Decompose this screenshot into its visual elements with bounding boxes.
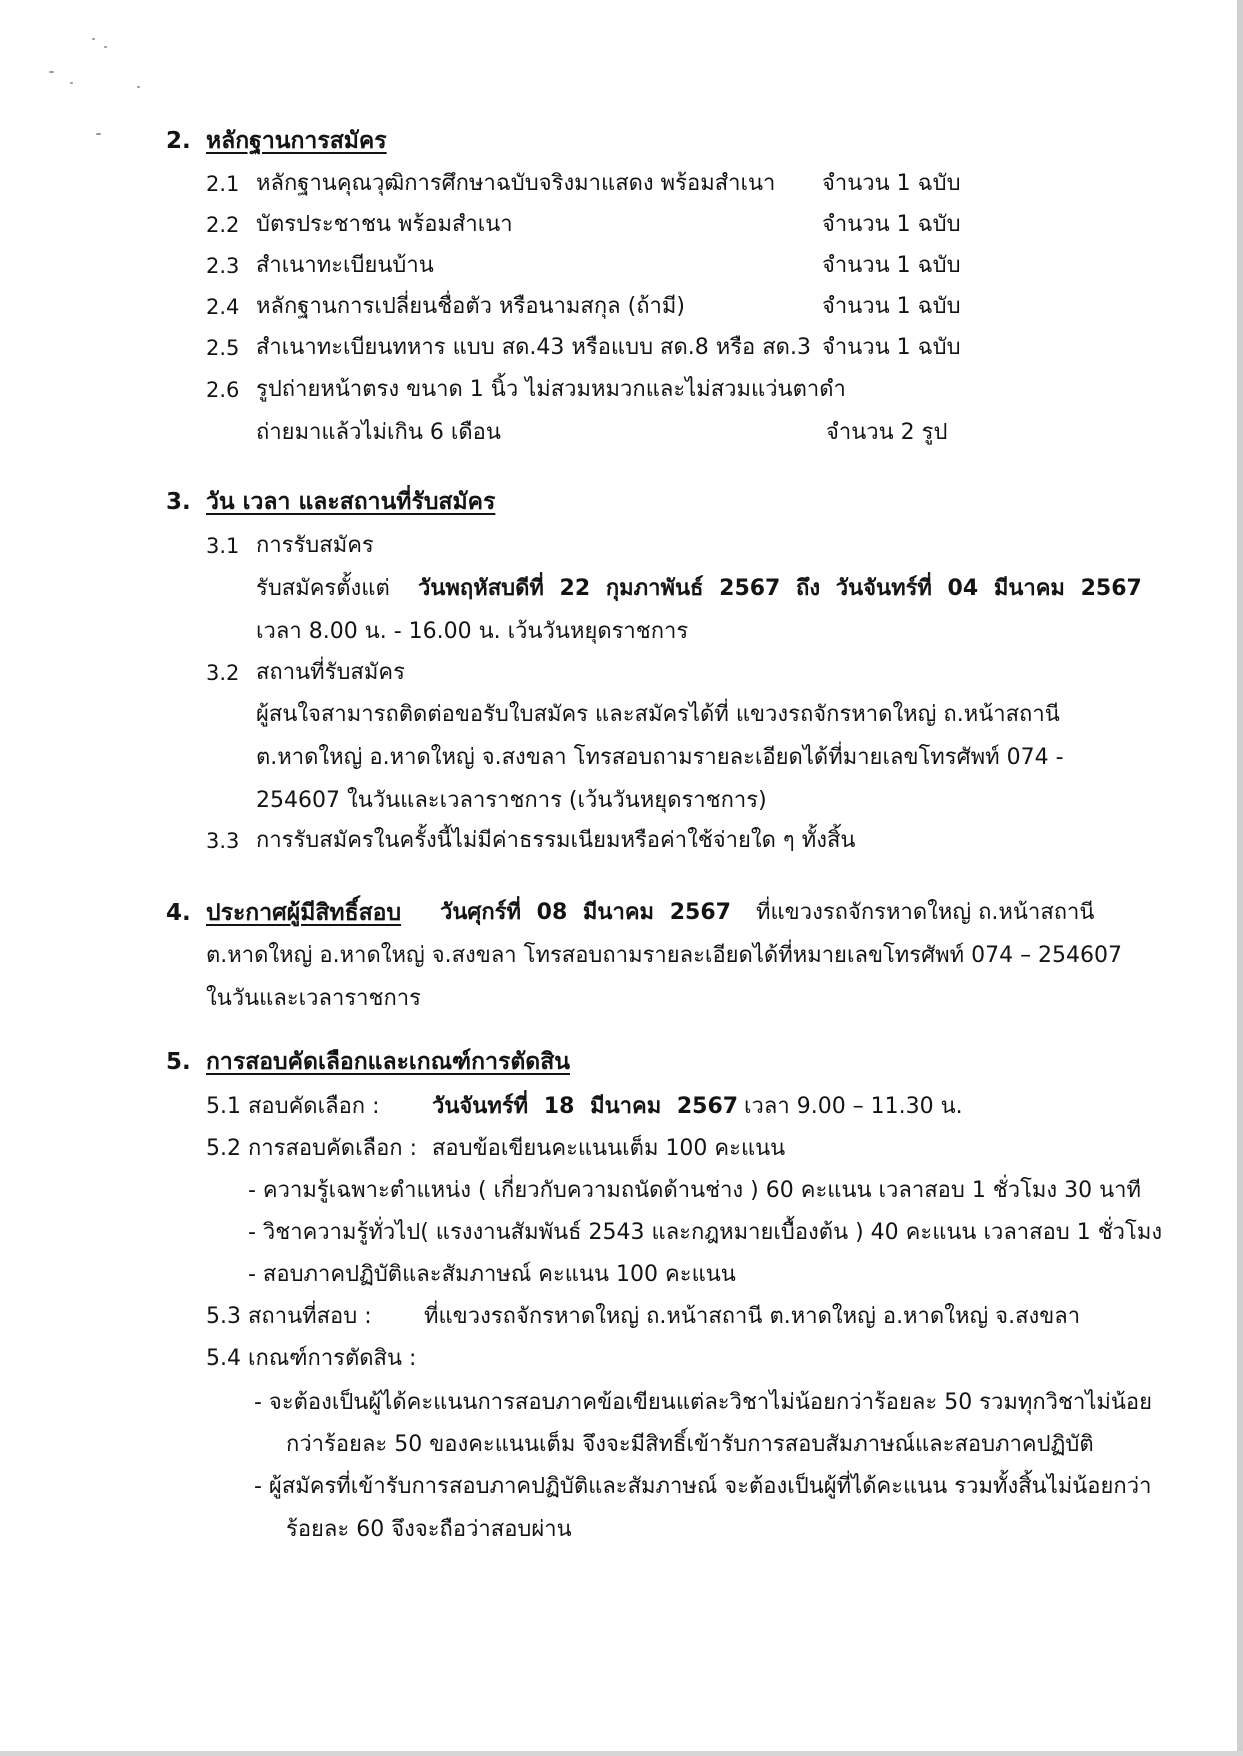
item-5-4-label: 5.4 เกณฑ์การตัดสิน : bbox=[206, 1346, 417, 1371]
application-place-line-1: ผู้สนใจสามารถติดต่อขอรับใบสมัคร และสมัครได้ที่ แขวงรถจักรหาดใหญ่ ถ.หน้าสถานี bbox=[256, 702, 1060, 727]
item-2-6-number: 2.6 bbox=[206, 378, 240, 402]
section-4-number: 4. bbox=[166, 900, 191, 926]
criteria-2-line-1: - ผู้สมัครที่เข้ารับการสอบภาคปฏิบัติและสัมภาษณ์ จะต้องเป็นผู้ที่ได้คะแนน รวมทั้งสิ้นไม่น้อยกว่า bbox=[254, 1474, 1152, 1499]
item-2-3-number: 2.3 bbox=[206, 254, 240, 278]
item-2-4-text: หลักฐานการเปลี่ยนชื่อตัว หรือนามสกุล (ถ้ามี) bbox=[256, 294, 685, 319]
scan-edge-bottom bbox=[0, 1751, 1243, 1756]
item-5-3-label: 5.3 สถานที่สอบ : bbox=[206, 1304, 372, 1329]
item-2-3-text: สำเนาทะเบียนบ้าน bbox=[256, 253, 434, 278]
exam-subject-2: - วิชาความรู้ทั่วไป( แรงงานสัมพันธ์ 2543 และกฎหมายเบื้องต้น ) 40 คะแนน เวลาสอบ 1 ชั่วโมง bbox=[248, 1220, 1163, 1245]
scan-speck bbox=[96, 133, 101, 135]
exam-time: เวลา 9.00 – 11.30 น. bbox=[744, 1094, 963, 1119]
item-5-2-label: 5.2 การสอบคัดเลือก : bbox=[206, 1136, 418, 1161]
item-3-1-number: 3.1 bbox=[206, 534, 240, 558]
section-2-heading: หลักฐานการสมัคร bbox=[206, 128, 387, 154]
exam-location: ที่แขวงรถจักรหาดใหญ่ ถ.หน้าสถานี ต.หาดใหญ่ อ.หาดใหญ่ จ.สงขลา bbox=[424, 1304, 1081, 1329]
criteria-2-line-2: ร้อยละ 60 จึงจะถือว่าสอบผ่าน bbox=[286, 1517, 572, 1542]
item-2-1-number: 2.1 bbox=[206, 172, 240, 196]
item-2-5-text: สำเนาทะเบียนทหาร แบบ สด.43 หรือแบบ สด.8 หรือ สด.3 bbox=[256, 335, 811, 360]
scan-speck bbox=[104, 46, 107, 48]
item-5-1-label: 5.1 สอบคัดเลือก : bbox=[206, 1094, 380, 1119]
section-3-heading: วัน เวลา และสถานที่รับสมัคร bbox=[206, 489, 496, 515]
section-2-number: 2. bbox=[166, 128, 191, 154]
item-3-2-title: สถานที่รับสมัคร bbox=[256, 660, 405, 685]
item-3-2-number: 3.2 bbox=[206, 661, 240, 685]
item-2-6-text: รูปถ่ายหน้าตรง ขนาด 1 นิ้ว ไม่สวมหมวกและไม่สวมแว่นตาดำ bbox=[256, 377, 846, 402]
item-2-6-quantity: จำนวน 2 รูป bbox=[826, 420, 948, 445]
announcement-place-line-3: ในวันและเวลาราชการ bbox=[206, 986, 421, 1011]
application-place-line-3: 254607 ในวันและเวลาราชการ (เว้นวันหยุดราชการ) bbox=[256, 788, 767, 813]
scan-speck bbox=[92, 38, 95, 40]
scan-speck bbox=[70, 82, 73, 84]
scan-speck bbox=[137, 86, 140, 88]
criteria-1-line-1: - จะต้องเป็นผู้ได้คะแนนการสอบภาคข้อเขียนแต่ละวิชาไม่น้อยกว่าร้อยละ 50 รวมทุกวิชาไม่น้อย bbox=[254, 1390, 1153, 1415]
item-2-2-text: บัตรประชาชน พร้อมสำเนา bbox=[256, 212, 513, 237]
item-3-3-number: 3.3 bbox=[206, 829, 240, 853]
item-2-3-quantity: จำนวน 1 ฉบับ bbox=[822, 253, 961, 278]
exam-subject-1: - ความรู้เฉพาะตำแหน่ง ( เกี่ยวกับความถนัดด้านช่าง ) 60 คะแนน เวลาสอบ 1 ชั่วโมง 30 นาที bbox=[248, 1178, 1142, 1203]
announcement-place-line-2: ต.หาดใหญ่ อ.หาดใหญ่ จ.สงขลา โทรสอบถามรายละเอียดได้ที่หมายเลขโทรศัพท์ 074 – 254607 bbox=[206, 943, 1123, 968]
item-2-4-number: 2.4 bbox=[206, 295, 240, 319]
item-2-1-text: หลักฐานคุณวุฒิการศึกษาฉบับจริงมาแสดง พร้อมสำเนา bbox=[256, 171, 776, 196]
application-place-line-2: ต.หาดใหญ่ อ.หาดใหญ่ จ.สงขลา โทรสอบถามรายละเอียดได้ที่มายเลขโทรศัพท์ 074 - bbox=[256, 745, 1064, 770]
announcement-place-line-1: ที่แขวงรถจักรหาดใหญ่ ถ.หน้าสถานี bbox=[756, 900, 1095, 925]
item-5-2-text: สอบข้อเขียนคะแนนเต็ม 100 คะแนน bbox=[432, 1136, 786, 1161]
item-2-4-quantity: จำนวน 1 ฉบับ bbox=[822, 294, 961, 319]
item-2-1-quantity: จำนวน 1 ฉบับ bbox=[822, 171, 961, 196]
application-hours: เวลา 8.00 น. - 16.00 น. เว้นวันหยุดราชการ bbox=[256, 619, 689, 644]
item-2-5-quantity: จำนวน 1 ฉบับ bbox=[822, 335, 961, 360]
scan-edge-right bbox=[1237, 0, 1243, 1756]
exam-subject-3: - สอบภาคปฏิบัติและสัมภาษณ์ คะแนน 100 คะแนน bbox=[248, 1262, 736, 1287]
section-5-number: 5. bbox=[166, 1049, 191, 1075]
section-4-heading: ประกาศผู้มีสิทธิ์สอบ bbox=[206, 900, 402, 926]
application-period-dates: วันพฤหัสบดีที่ 22 กุมภาพันธ์ 2567 ถึง วันจันทร์ที่ 04 มีนาคม 2567 bbox=[418, 576, 1142, 601]
criteria-1-line-2: กว่าร้อยละ 50 ของคะแนนเต็ม จึงจะมีสิทธิ์เข้ารับการสอบสัมภาษณ์และสอบภาคปฏิบัติ bbox=[286, 1432, 1094, 1457]
item-2-6-text-line-2: ถ่ายมาแล้วไม่เกิน 6 เดือน bbox=[256, 420, 501, 445]
application-period-prefix: รับสมัครตั้งแต่ bbox=[256, 576, 390, 601]
item-3-3-text: การรับสมัครในครั้งนี้ไม่มีค่าธรรมเนียมหรือค่าใช้จ่ายใด ๆ ทั้งสิ้น bbox=[256, 828, 856, 853]
item-2-2-quantity: จำนวน 1 ฉบับ bbox=[822, 212, 961, 237]
scan-speck bbox=[49, 71, 54, 73]
exam-date: วันจันทร์ที่ 18 มีนาคม 2567 bbox=[432, 1094, 739, 1119]
item-2-2-number: 2.2 bbox=[206, 213, 240, 237]
item-2-5-number: 2.5 bbox=[206, 336, 240, 360]
section-5-heading: การสอบคัดเลือกและเกณฑ์การตัดสิน bbox=[206, 1049, 570, 1075]
item-3-1-title: การรับสมัคร bbox=[256, 533, 374, 558]
eligible-announcement-date: วันศุกร์ที่ 08 มีนาคม 2567 bbox=[440, 900, 731, 925]
section-3-number: 3. bbox=[166, 489, 191, 515]
